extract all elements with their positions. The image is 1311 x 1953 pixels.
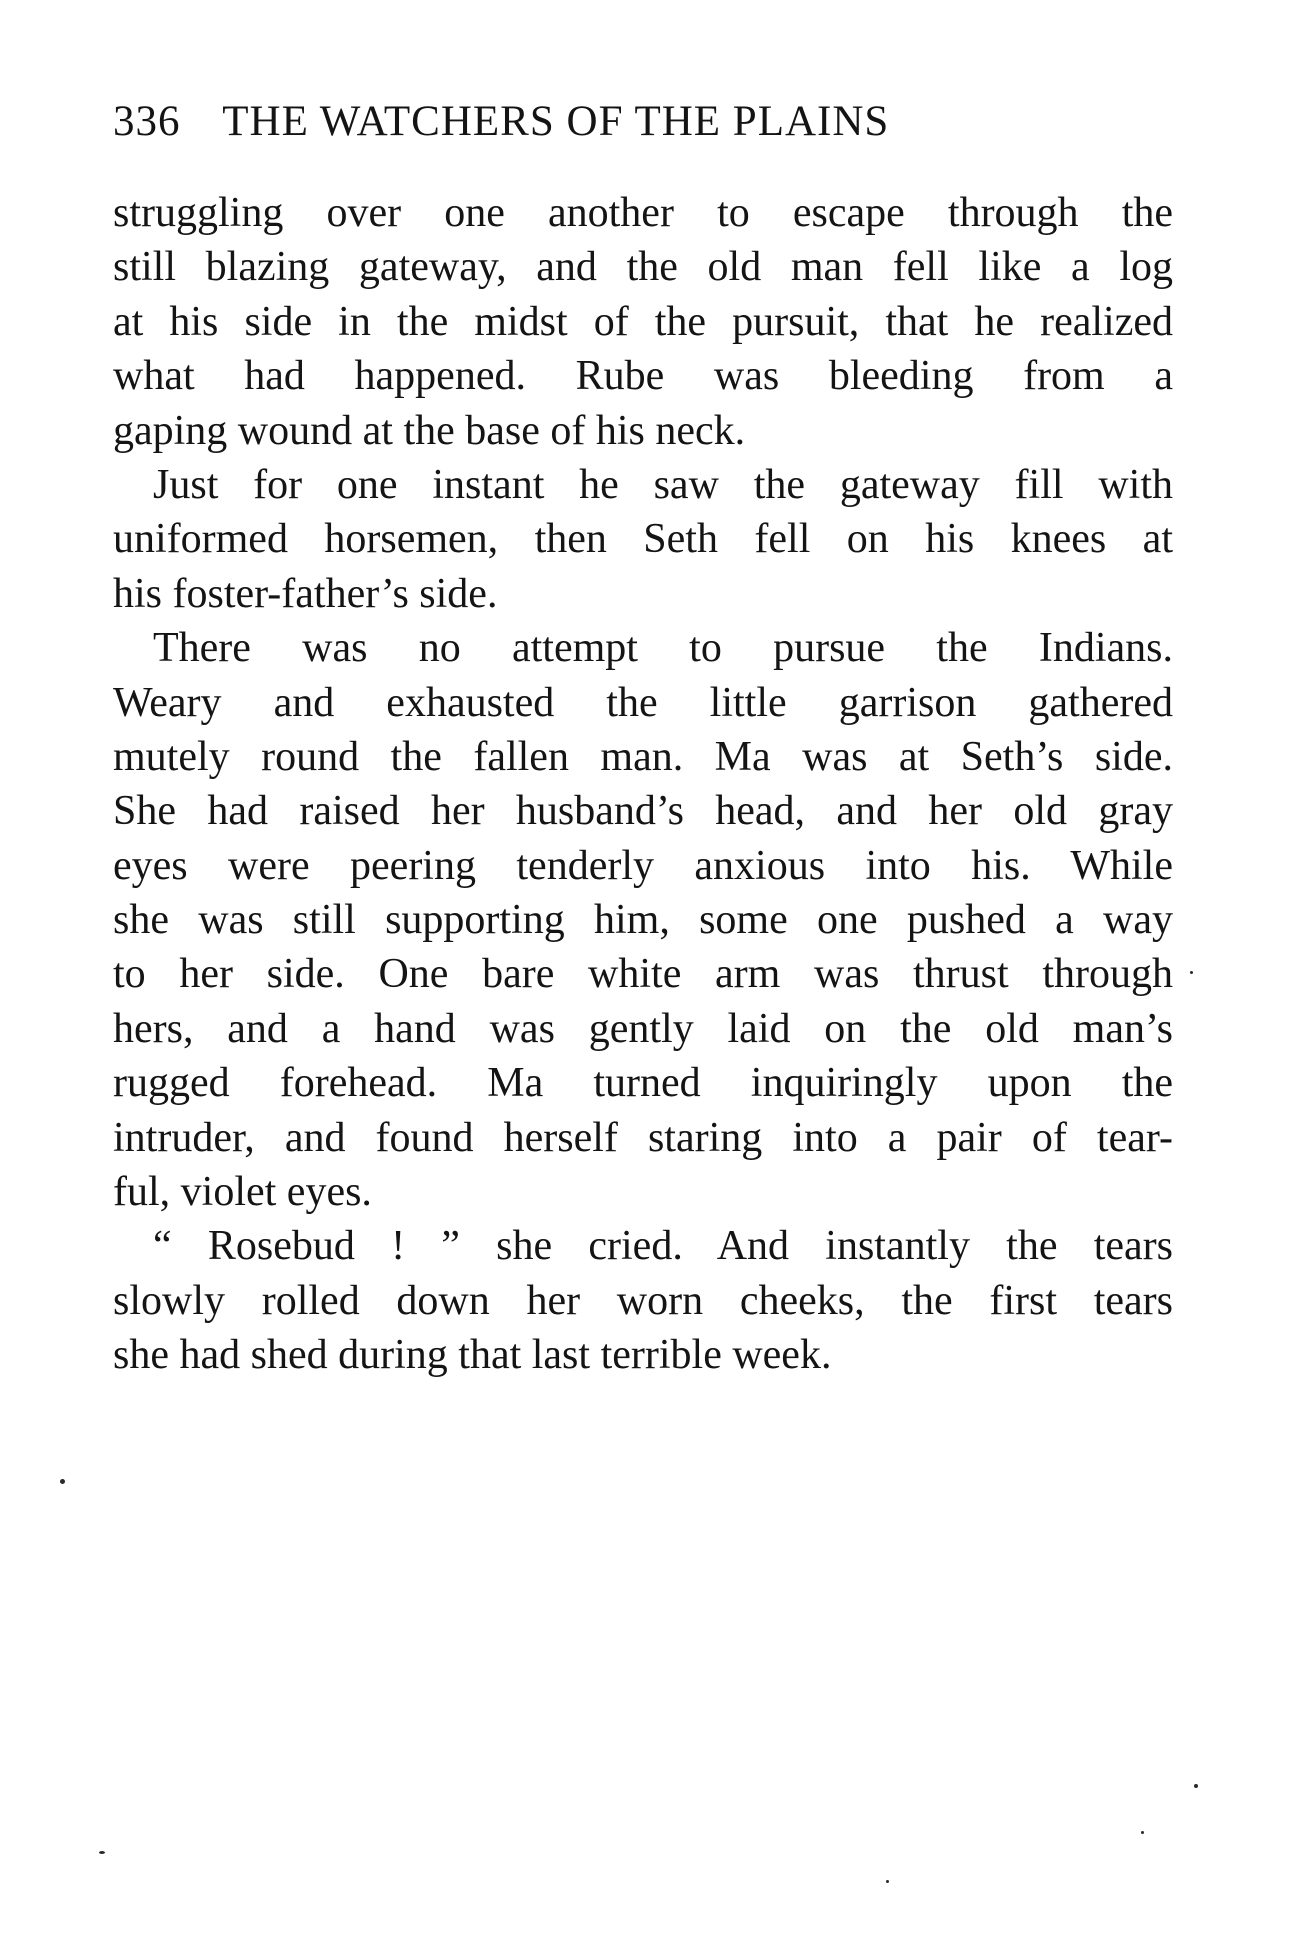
scan-speck xyxy=(1141,1831,1144,1834)
text-line: she had shed during that last terrible week. xyxy=(113,1332,832,1379)
text-line: gaping wound at the base of his neck. xyxy=(113,407,746,454)
text-line: eyes were peering tenderly anxious into his. While xyxy=(113,842,1173,889)
running-head xyxy=(113,92,1173,152)
paragraph-4 xyxy=(113,1219,1173,1382)
text-line: what had happened. Rube was bleeding from a xyxy=(113,353,1173,400)
text-line: to her side. One bare white arm was thrust through xyxy=(113,951,1173,998)
text-line: hers, and a hand was gently laid on the old man’s xyxy=(113,1005,1173,1052)
scan-speck xyxy=(1190,971,1193,974)
text-line: mutely round the fallen man. Ma was at Seth’s side. xyxy=(113,733,1173,780)
paragraph-1 xyxy=(113,186,1173,458)
text-line: struggling over one another to escape through the xyxy=(113,190,1173,236)
text-line: intruder, and found herself staring into a pair of tear- xyxy=(113,1114,1173,1161)
text-line: she was still supporting him, some one pushed a way xyxy=(113,897,1173,944)
text-line: Weary and exhausted the little garrison gathered xyxy=(113,679,1173,726)
text-line: rugged forehead. Ma turned inquiringly upon the xyxy=(113,1060,1173,1107)
scan-speck xyxy=(1194,1784,1198,1788)
text-line: There was no attempt to pursue the Indians. xyxy=(153,625,1173,672)
page-number: 336 xyxy=(113,98,181,145)
scan-speck xyxy=(60,1479,65,1484)
text-line: ful, violet eyes. xyxy=(113,1169,372,1216)
text-line: still blazing gateway, and the old man fell like a log xyxy=(113,244,1173,291)
text-line: at his side in the midst of the pursuit, that he realized xyxy=(113,298,1173,345)
text-line: She had raised her husband’s head, and her old gray xyxy=(113,788,1173,835)
text-line: uniformed horsemen, then Seth fell on his knees at xyxy=(113,516,1173,563)
paragraph-2 xyxy=(113,458,1173,621)
body-text xyxy=(113,186,1173,1383)
text-line: his foster-father’s side. xyxy=(113,570,498,617)
scan-speck xyxy=(99,1851,105,1854)
scan-speck xyxy=(886,1880,889,1883)
text-line: slowly rolled down her worn cheeks, the first tears xyxy=(113,1277,1173,1324)
text-line: Just for one instant he saw the gateway fill with xyxy=(153,461,1173,508)
paragraph-3 xyxy=(113,621,1173,1219)
text-line: “ Rosebud ! ” she cried. And instantly the tears xyxy=(153,1223,1173,1270)
running-title: THE WATCHERS OF THE PLAINS xyxy=(222,98,890,145)
